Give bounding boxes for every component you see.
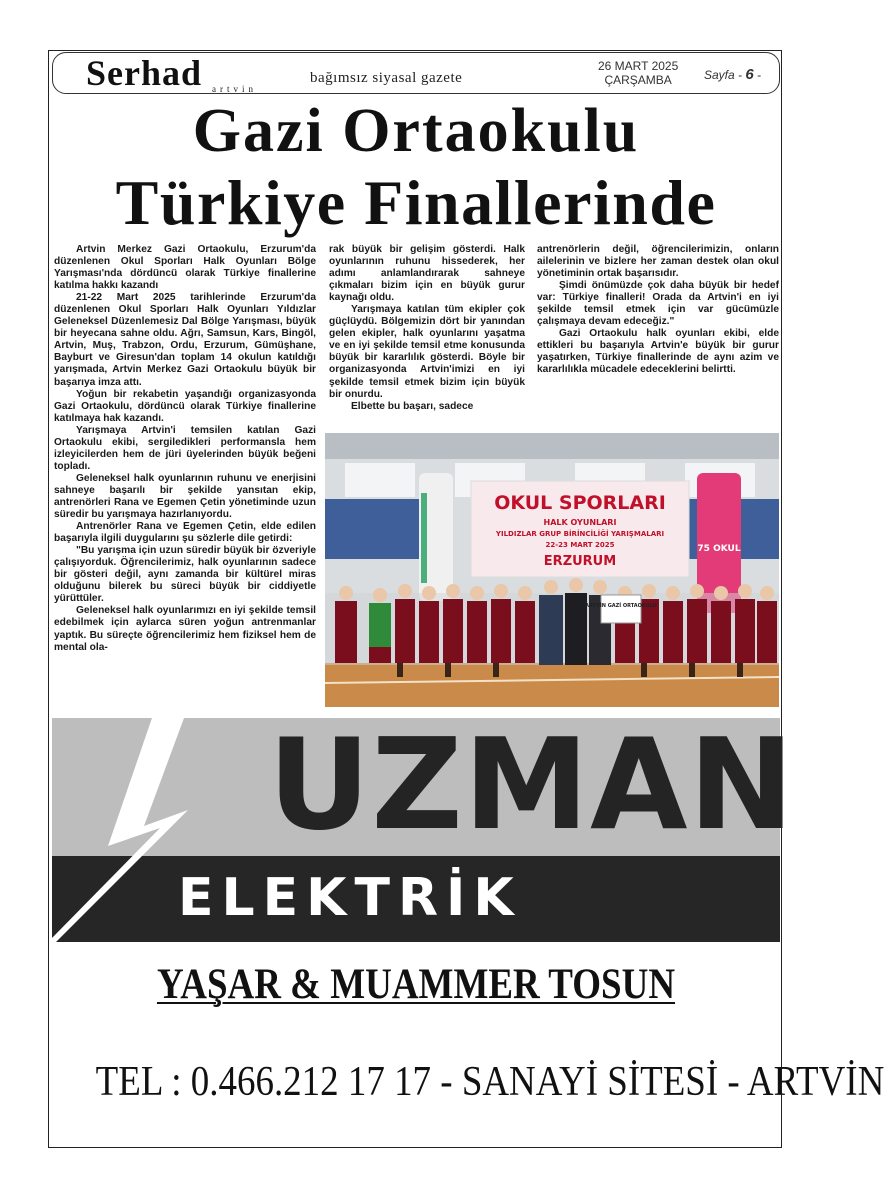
headline-line-1: Gazi Ortaokulu: [192, 97, 640, 165]
article-column-1: [54, 244, 316, 654]
newspaper-logo-sub: artvin: [212, 84, 257, 94]
team-photo-illustration: [325, 433, 779, 707]
paragraph: "Bu yarışma için uzun süredir büyük bir özveriyle çalışıyorduk. Öğrencilerimiz, halk oyunlarının sadece bir gösteri değil, aynı zamanda bir kültürel miras olduğunu bilerek bu süreci büyük bir ciddiyetle yürüttüler.: [54, 545, 316, 605]
paragraph: antrenörlerin değil, öğrencilerimizin, onların ailelerinin ve bizlere her zaman destek olan okul yönetiminin ortak başarısıdır.: [537, 244, 779, 280]
banner-city: ERZURUM: [543, 554, 617, 569]
banner-line-1: HALK OYUNLARI: [543, 518, 617, 527]
placard-text: ARTVİN GAZİ ORTAOKULU: [585, 603, 657, 609]
advertisement: [52, 711, 884, 1146]
ad-contact: TEL : 0.466.212 17 17 - SANAYİ SİTESİ - ARTVİN: [95, 1059, 884, 1105]
page-suffix: -: [757, 68, 762, 82]
page-number-value: 6: [745, 66, 754, 83]
ad-brand: UZMAN: [268, 711, 796, 858]
ad-owners: [103, 960, 729, 1009]
newspaper-logo: Serhad: [86, 53, 203, 93]
issue-date-day: 26 MART 2025: [598, 59, 679, 73]
paragraph: Geleneksel halk oyunlarının ruhunu ve enerjisini sahneye başarılı bir şekilde yansıtan ekip, antrenörleri Rana ve Egemen Çetin yönetiminde uzun süredir bu yarışmaya hazırlanıyordu.: [54, 472, 316, 521]
issue-weekday: ÇARŞAMBA: [604, 73, 672, 87]
paragraph: Antrenörler Rana ve Egemen Çetin, elde edilen başarıyla ilgili duygularını şu sözlerle dile getirdi:: [54, 521, 316, 545]
ad-owners-text: YAŞAR & MUAMMER TOSUN: [156, 961, 676, 1008]
article-column-2: [329, 244, 525, 413]
slogan: bağımsız siyasal gazete: [310, 70, 463, 86]
headline-line-2: Türkiye Finallerinde: [115, 167, 717, 238]
article-column-3: [537, 244, 779, 377]
paragraph: Yoğun bir rekabetin yaşandığı organizasyonda Gazi Ortaokulu, dördüncü olarak Türkiye finallerine katılmaya hak kazandı.: [54, 388, 316, 424]
ad-subbrand: ELEKTRİK: [178, 868, 522, 928]
paragraph: rak büyük bir gelişim gösterdi. Halk oyunlarının ruhunu hissederek, her adımı anlamlandırarak sahneye çıkmaları bizim için en büyük gurur kaynağı oldu.: [329, 244, 525, 304]
banner-title: OKUL SPORLARI: [494, 492, 666, 514]
paragraph: Yarışmaya Artvin'i temsilen katılan Gazi Ortaokulu ekibi, sergiledikleri performansla hem izleyicilerden hem de jüri üyelerinden büyük beğeni topladı.: [54, 424, 316, 472]
paragraph: Yarışmaya katılan tüm ekipler çok güçlüydü. Bölgemizin dört bir yanından gelen ekipler, halk oyunlarını yaşatma ve en iyi şekilde temsil etme konusunda büyük bir kararlılık gösterdi. Böyle bir organizasyonda Artvin'imizi en iyi şekilde temsil etmek bizim için büyük bir onurdu.: [329, 304, 525, 400]
team-photo: [325, 433, 779, 707]
paragraph: 21-22 Mart 2025 tarihlerinde Erzurum'da düzenlenen Okul Sporları Halk Oyunları Yıldızlar Geleneksel Düzenlemesiz Dal Bölge Yarışması, büyük bir heyecana sahne oldu. Ağrı, Samsun, Kars, Bingöl, Artvin, Muş, Trabzon, Ordu, Erzurum, Gümüşhane, Bayburt ve Giresun'dan toplam 14 okulun katıldığı yarışmada, Artvin Merkez Gazi Ortaokulu büyük bir başarıya imza attı.: [54, 292, 316, 388]
flag-text: 75 OKUL: [697, 544, 741, 554]
page-label: Sayfa -: [704, 68, 743, 82]
paragraph: Şimdi önümüzde çok daha büyük bir hedef var: Türkiye finalleri! Orada da Artvin'i en iyi şekilde temsil etmek için var gücümüzle çalışmaya devam edeceğiz.": [537, 280, 779, 328]
banner-line-2: YILDIZLAR GRUP BİRİNCİLİĞİ YARIŞMALARI: [495, 530, 665, 538]
issue-date: [598, 59, 678, 87]
paragraph: Geleneksel halk oyunlarımızı en iyi şekilde temsil edebilmek için aylarca süren yoğun antrenmanlar yaptık. Bu süreçte öğrencilerimiz hem fiziksel hem de mental ola-: [54, 605, 316, 653]
paragraph: Artvin Merkez Gazi Ortaokulu, Erzurum'da düzenlenen Okul Sporları Halk Oyunları Bölge Yarışması'nda dördüncü olarak Türkiye finallerine katılma hakkı kazandı: [54, 244, 316, 292]
page-number: [704, 66, 761, 83]
banner-dates: 22-23 MART 2025: [545, 541, 615, 549]
paragraph: Elbette bu başarı, sadece: [351, 400, 474, 412]
paragraph: Gazi Ortaokulu halk oyunları ekibi, elde ettikleri bu başarıyla Artvin'e büyük bir gurur yaşatırken, Türkiye finallerinde de aynı azim ve kararlılıkla mücadele edeceklerini belirtti.: [537, 328, 779, 376]
